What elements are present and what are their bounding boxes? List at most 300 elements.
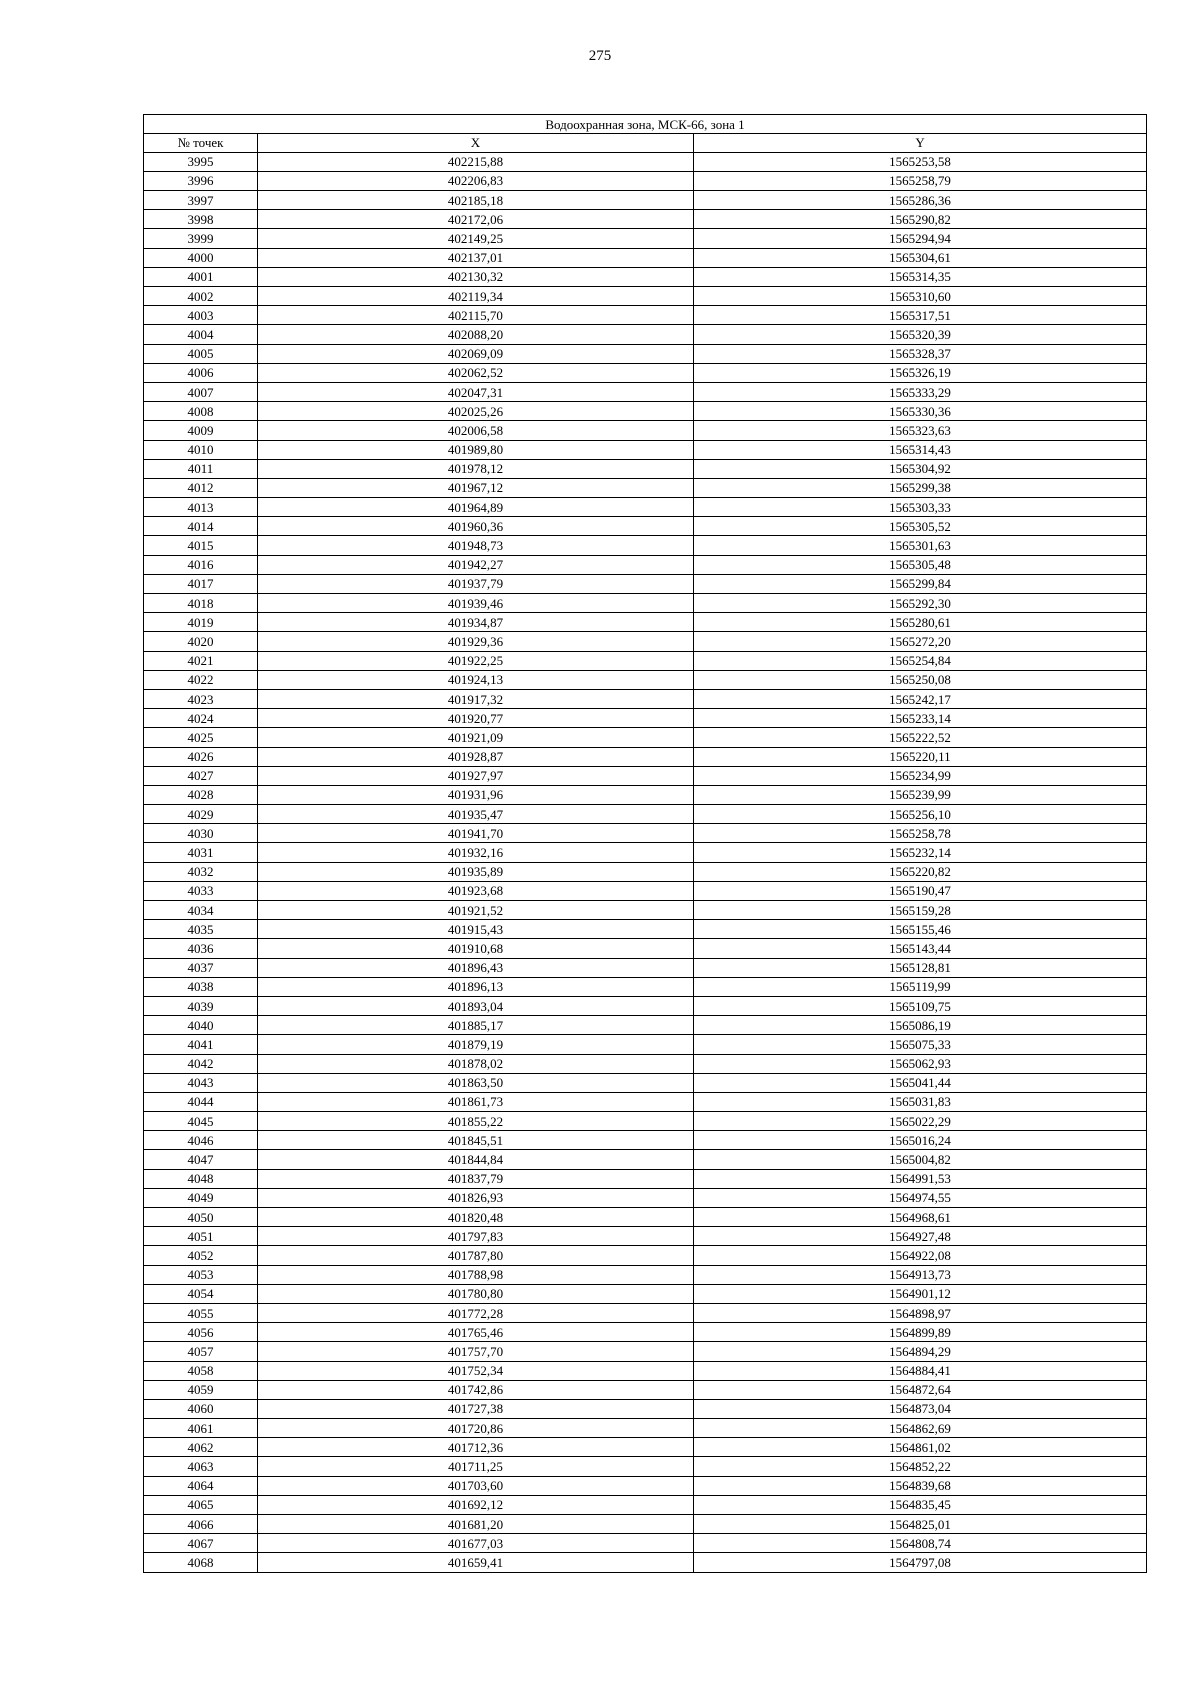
table-row [144,709,1147,728]
cell-point-number: 4049 [144,1188,258,1207]
cell-point-number: 4010 [144,440,258,459]
cell-x: 401861,73 [258,1092,694,1111]
table-row [144,1073,1147,1092]
cell-y: 1565075,33 [694,1035,1147,1054]
cell-x: 401837,79 [258,1169,694,1188]
cell-y: 1564873,04 [694,1399,1147,1418]
cell-point-number: 4058 [144,1361,258,1380]
table-row [144,498,1147,517]
table-row [144,1265,1147,1284]
cell-y: 1565128,81 [694,958,1147,977]
header-point-number: № точек [144,134,258,153]
cell-x: 401893,04 [258,996,694,1015]
table-row [144,152,1147,171]
table-row [144,440,1147,459]
cell-y: 1565280,61 [694,613,1147,632]
table-row [144,1188,1147,1207]
cell-x: 401941,70 [258,824,694,843]
table-row [144,382,1147,401]
cell-y: 1564974,55 [694,1188,1147,1207]
cell-point-number: 4060 [144,1399,258,1418]
table-row [144,1303,1147,1322]
table-row [144,248,1147,267]
table-row [144,1515,1147,1534]
cell-point-number: 4067 [144,1534,258,1553]
cell-point-number: 4050 [144,1208,258,1227]
cell-x: 401923,68 [258,881,694,900]
cell-x: 401677,03 [258,1534,694,1553]
cell-x: 401948,73 [258,536,694,555]
cell-point-number: 3999 [144,229,258,248]
cell-point-number: 4012 [144,478,258,497]
cell-x: 401681,20 [258,1515,694,1534]
cell-x: 401978,12 [258,459,694,478]
table-row [144,862,1147,881]
cell-point-number: 4040 [144,1016,258,1035]
cell-x: 401712,36 [258,1438,694,1457]
table-row [144,1169,1147,1188]
cell-x: 401964,89 [258,498,694,517]
cell-point-number: 4051 [144,1227,258,1246]
table-row [144,651,1147,670]
table-body [144,115,1147,1573]
cell-point-number: 4014 [144,517,258,536]
cell-x: 401863,50 [258,1073,694,1092]
table-header-row [144,134,1147,153]
cell-x: 402185,18 [258,191,694,210]
cell-point-number: 4047 [144,1150,258,1169]
table-row [144,766,1147,785]
cell-x: 401920,77 [258,709,694,728]
table-row [144,555,1147,574]
table-row [144,1342,1147,1361]
cell-point-number: 4008 [144,402,258,421]
cell-y: 1565299,38 [694,478,1147,497]
table-row [144,1112,1147,1131]
cell-x: 401659,41 [258,1553,694,1572]
cell-point-number: 4025 [144,728,258,747]
cell-point-number: 4042 [144,1054,258,1073]
cell-y: 1565155,46 [694,920,1147,939]
cell-y: 1565062,93 [694,1054,1147,1073]
cell-point-number: 4028 [144,785,258,804]
cell-x: 401935,89 [258,862,694,881]
cell-y: 1564839,68 [694,1476,1147,1495]
table-row [144,1131,1147,1150]
cell-y: 1564894,29 [694,1342,1147,1361]
cell-x: 401757,70 [258,1342,694,1361]
header-x: X [258,134,694,153]
cell-x: 401937,79 [258,574,694,593]
cell-x: 401878,02 [258,1054,694,1073]
table-row [144,459,1147,478]
cell-y: 1565222,52 [694,728,1147,747]
cell-y: 1565305,52 [694,517,1147,536]
table-row [144,901,1147,920]
cell-x: 401927,97 [258,766,694,785]
table-row [144,287,1147,306]
table-row [144,958,1147,977]
cell-point-number: 4030 [144,824,258,843]
cell-y: 1564901,12 [694,1284,1147,1303]
cell-y: 1565290,82 [694,210,1147,229]
cell-y: 1565250,08 [694,670,1147,689]
table-row [144,805,1147,824]
cell-point-number: 4054 [144,1284,258,1303]
table-row [144,843,1147,862]
cell-y: 1565220,82 [694,862,1147,881]
table-row [144,689,1147,708]
cell-y: 1565258,78 [694,824,1147,843]
cell-y: 1564861,02 [694,1438,1147,1457]
cell-y: 1565305,48 [694,555,1147,574]
cell-point-number: 4016 [144,555,258,574]
table-row [144,210,1147,229]
cell-point-number: 4002 [144,287,258,306]
cell-x: 401879,19 [258,1035,694,1054]
cell-y: 1564991,53 [694,1169,1147,1188]
cell-x: 402130,32 [258,267,694,286]
cell-point-number: 4027 [144,766,258,785]
table-row [144,1553,1147,1572]
table-row [144,1323,1147,1342]
cell-point-number: 4006 [144,363,258,382]
cell-y: 1565254,84 [694,651,1147,670]
cell-x: 402172,06 [258,210,694,229]
cell-x: 401932,16 [258,843,694,862]
cell-x: 401752,34 [258,1361,694,1380]
cell-point-number: 4007 [144,382,258,401]
table-row [144,1419,1147,1438]
cell-point-number: 4003 [144,306,258,325]
cell-x: 401885,17 [258,1016,694,1035]
cell-x: 402025,26 [258,402,694,421]
cell-x: 401934,87 [258,613,694,632]
cell-point-number: 4039 [144,996,258,1015]
cell-x: 402119,34 [258,287,694,306]
table-row [144,939,1147,958]
table-title-row [144,115,1147,134]
table-row [144,747,1147,766]
cell-x: 402215,88 [258,152,694,171]
cell-y: 1565031,83 [694,1092,1147,1111]
cell-y: 1564835,45 [694,1495,1147,1514]
cell-point-number: 4038 [144,977,258,996]
table-row [144,594,1147,613]
cell-y: 1565310,60 [694,287,1147,306]
table-row [144,421,1147,440]
table-row [144,670,1147,689]
cell-y: 1564852,22 [694,1457,1147,1476]
cell-x: 402206,83 [258,171,694,190]
cell-point-number: 4059 [144,1380,258,1399]
cell-point-number: 4043 [144,1073,258,1092]
table-row [144,1380,1147,1399]
cell-y: 1565234,99 [694,766,1147,785]
cell-x: 401780,80 [258,1284,694,1303]
table-row [144,613,1147,632]
cell-x: 401692,12 [258,1495,694,1514]
cell-x: 401922,25 [258,651,694,670]
cell-x: 402006,58 [258,421,694,440]
cell-x: 401711,25 [258,1457,694,1476]
cell-point-number: 3998 [144,210,258,229]
cell-point-number: 4031 [144,843,258,862]
table-row [144,996,1147,1015]
cell-point-number: 4046 [144,1131,258,1150]
table-row [144,363,1147,382]
cell-x: 401929,36 [258,632,694,651]
table-row [144,306,1147,325]
cell-y: 1565159,28 [694,901,1147,920]
cell-y: 1565041,44 [694,1073,1147,1092]
cell-point-number: 4044 [144,1092,258,1111]
cell-point-number: 4036 [144,939,258,958]
coordinates-table [143,114,1147,1573]
cell-point-number: 4052 [144,1246,258,1265]
cell-x: 401772,28 [258,1303,694,1322]
table-row [144,1457,1147,1476]
table-row [144,1361,1147,1380]
cell-y: 1565330,36 [694,402,1147,421]
cell-x: 401921,52 [258,901,694,920]
cell-y: 1565314,35 [694,267,1147,286]
cell-point-number: 4015 [144,536,258,555]
table-row [144,824,1147,843]
table-row [144,171,1147,190]
table-row [144,478,1147,497]
cell-x: 401942,27 [258,555,694,574]
cell-point-number: 4035 [144,920,258,939]
cell-y: 1565299,84 [694,574,1147,593]
cell-y: 1565292,30 [694,594,1147,613]
table-row [144,1150,1147,1169]
cell-y: 1565143,44 [694,939,1147,958]
cell-point-number: 4041 [144,1035,258,1054]
cell-point-number: 4024 [144,709,258,728]
cell-y: 1565272,20 [694,632,1147,651]
cell-y: 1565086,19 [694,1016,1147,1035]
cell-y: 1565314,43 [694,440,1147,459]
table-row [144,1495,1147,1514]
table-row [144,344,1147,363]
cell-point-number: 4017 [144,574,258,593]
cell-point-number: 4056 [144,1323,258,1342]
cell-y: 1564797,08 [694,1553,1147,1572]
cell-point-number: 3995 [144,152,258,171]
cell-y: 1565016,24 [694,1131,1147,1150]
cell-x: 401967,12 [258,478,694,497]
header-y: Y [694,134,1147,153]
cell-x: 401921,09 [258,728,694,747]
cell-y: 1565239,99 [694,785,1147,804]
table-row [144,1438,1147,1457]
cell-y: 1564968,61 [694,1208,1147,1227]
cell-y: 1565326,19 [694,363,1147,382]
cell-point-number: 4020 [144,632,258,651]
cell-point-number: 4021 [144,651,258,670]
cell-y: 1564872,64 [694,1380,1147,1399]
cell-x: 401917,32 [258,689,694,708]
cell-x: 401855,22 [258,1112,694,1131]
cell-point-number: 4045 [144,1112,258,1131]
cell-point-number: 3996 [144,171,258,190]
cell-point-number: 4011 [144,459,258,478]
table-row [144,574,1147,593]
cell-y: 1564808,74 [694,1534,1147,1553]
cell-x: 402062,52 [258,363,694,382]
cell-x: 401931,96 [258,785,694,804]
cell-point-number: 4019 [144,613,258,632]
cell-point-number: 4062 [144,1438,258,1457]
cell-x: 402069,09 [258,344,694,363]
cell-x: 401924,13 [258,670,694,689]
cell-point-number: 4029 [144,805,258,824]
table-row [144,1534,1147,1553]
cell-y: 1565328,37 [694,344,1147,363]
table-row [144,325,1147,344]
cell-x: 401742,86 [258,1380,694,1399]
cell-point-number: 4026 [144,747,258,766]
cell-point-number: 4037 [144,958,258,977]
table-row [144,1246,1147,1265]
cell-y: 1565320,39 [694,325,1147,344]
cell-x: 401797,83 [258,1227,694,1246]
cell-x: 401935,47 [258,805,694,824]
cell-x: 401826,93 [258,1188,694,1207]
table-row [144,191,1147,210]
cell-point-number: 4063 [144,1457,258,1476]
table-row [144,1054,1147,1073]
cell-y: 1565220,11 [694,747,1147,766]
cell-x: 401788,98 [258,1265,694,1284]
cell-y: 1565303,33 [694,498,1147,517]
table-row [144,402,1147,421]
cell-y: 1565286,36 [694,191,1147,210]
cell-point-number: 4000 [144,248,258,267]
cell-x: 401915,43 [258,920,694,939]
cell-y: 1565317,51 [694,306,1147,325]
table-row [144,881,1147,900]
cell-point-number: 4048 [144,1169,258,1188]
cell-y: 1565022,29 [694,1112,1147,1131]
cell-point-number: 4013 [144,498,258,517]
cell-point-number: 4022 [144,670,258,689]
cell-x: 401910,68 [258,939,694,958]
cell-point-number: 4064 [144,1476,258,1495]
cell-point-number: 4032 [144,862,258,881]
cell-y: 1564862,69 [694,1419,1147,1438]
cell-x: 401820,48 [258,1208,694,1227]
cell-x: 401765,46 [258,1323,694,1342]
cell-x: 401844,84 [258,1150,694,1169]
table-row [144,1476,1147,1495]
table-row [144,632,1147,651]
cell-point-number: 4068 [144,1553,258,1572]
cell-y: 1565258,79 [694,171,1147,190]
cell-point-number: 4001 [144,267,258,286]
cell-y: 1565190,47 [694,881,1147,900]
table-row [144,229,1147,248]
cell-y: 1565253,58 [694,152,1147,171]
cell-x: 401845,51 [258,1131,694,1150]
cell-y: 1565294,94 [694,229,1147,248]
cell-y: 1565232,14 [694,843,1147,862]
cell-y: 1565333,29 [694,382,1147,401]
table-row [144,267,1147,286]
table-row [144,517,1147,536]
cell-y: 1564884,41 [694,1361,1147,1380]
cell-point-number: 4034 [144,901,258,920]
cell-x: 402115,70 [258,306,694,325]
cell-y: 1565242,17 [694,689,1147,708]
table-row [144,977,1147,996]
cell-x: 401896,13 [258,977,694,996]
cell-x: 401960,36 [258,517,694,536]
cell-y: 1564898,97 [694,1303,1147,1322]
cell-y: 1564913,73 [694,1265,1147,1284]
cell-y: 1565304,61 [694,248,1147,267]
table-row [144,1016,1147,1035]
cell-point-number: 4033 [144,881,258,900]
cell-point-number: 4009 [144,421,258,440]
table-row [144,920,1147,939]
cell-point-number: 4005 [144,344,258,363]
cell-point-number: 4055 [144,1303,258,1322]
cell-x: 401787,80 [258,1246,694,1265]
cell-x: 401989,80 [258,440,694,459]
cell-y: 1565256,10 [694,805,1147,824]
cell-x: 402137,01 [258,248,694,267]
cell-point-number: 4065 [144,1495,258,1514]
cell-x: 401720,86 [258,1419,694,1438]
cell-x: 401939,46 [258,594,694,613]
table-row [144,536,1147,555]
table-title: Водоохранная зона, МСК-66, зона 1 [144,115,1147,134]
cell-y: 1565004,82 [694,1150,1147,1169]
cell-x: 402088,20 [258,325,694,344]
table-row [144,1227,1147,1246]
cell-point-number: 4061 [144,1419,258,1438]
table-row [144,1035,1147,1054]
cell-x: 401703,60 [258,1476,694,1495]
cell-y: 1565119,99 [694,977,1147,996]
cell-x: 401928,87 [258,747,694,766]
cell-point-number: 3997 [144,191,258,210]
cell-x: 402047,31 [258,382,694,401]
page-number: 275 [588,48,612,64]
cell-y: 1564927,48 [694,1227,1147,1246]
table-row [144,1284,1147,1303]
table-row [144,1208,1147,1227]
cell-point-number: 4023 [144,689,258,708]
cell-point-number: 4066 [144,1515,258,1534]
table-row [144,728,1147,747]
cell-y: 1565323,63 [694,421,1147,440]
table-row [144,1399,1147,1418]
cell-y: 1564899,89 [694,1323,1147,1342]
cell-point-number: 4018 [144,594,258,613]
cell-y: 1564922,08 [694,1246,1147,1265]
cell-x: 401727,38 [258,1399,694,1418]
table-row [144,785,1147,804]
cell-y: 1565304,92 [694,459,1147,478]
table-row [144,1092,1147,1111]
cell-point-number: 4057 [144,1342,258,1361]
cell-y: 1565109,75 [694,996,1147,1015]
cell-x: 401896,43 [258,958,694,977]
cell-point-number: 4053 [144,1265,258,1284]
